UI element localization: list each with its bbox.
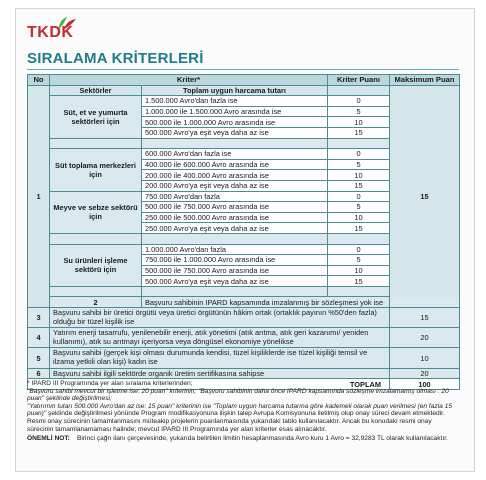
- subheader-sektorler: Sektörler: [50, 85, 142, 96]
- threshold-text: 250.000 ile 500.000 Avro arasında ise: [142, 212, 328, 223]
- threshold-score: 10: [328, 170, 390, 181]
- threshold-score: 0: [328, 96, 390, 107]
- row-no: 4: [28, 328, 50, 348]
- threshold-text: 500.000 ile 750.000 Avro arasında ise: [142, 202, 328, 213]
- criterion-text: Başvuru sahibi (gerçek kişi olması durumunda kendisi, tüzel kişiliklerde ise tüzel kişiliği temsil ve ilzama yetkili olan kişi) kadın ise: [50, 348, 390, 368]
- threshold-score: 15: [328, 223, 390, 234]
- subheader-harcama: Toplam uygun harcama tutarı: [142, 85, 328, 96]
- important-note: [27, 435, 459, 443]
- row-no-1: 1: [28, 85, 50, 307]
- threshold-score: 0: [328, 149, 390, 160]
- threshold-score: 15: [328, 127, 390, 138]
- row-no: 5: [28, 348, 50, 368]
- threshold-text: 750.000 ile 1.000.000 Avro arasında ise: [142, 255, 328, 266]
- threshold-text: 1.000.000 ile 1.500.000 Avro arasında ise: [142, 106, 328, 117]
- sector-name: Süt, et ve yumurta sektörleri için: [50, 96, 142, 138]
- threshold-text: 500.000 Avro'ya eşit veya daha az ise: [142, 127, 328, 138]
- threshold-score: 5: [328, 255, 390, 266]
- threshold-text: 500.000 ile 750.000 Avro arasında ise: [142, 265, 328, 276]
- threshold-text: 600.000 Avro'dan fazla ise: [142, 149, 328, 160]
- sector-name: Süt toplama merkezleri için: [50, 149, 142, 191]
- criterion-text: Başvuru sahibi ilgili sektörde organik üretim sertifikasına sahipse: [50, 368, 390, 379]
- threshold-text: 200.000 Avro'ya eşit veya daha az ise: [142, 180, 328, 191]
- important-note-text: Birinci çağrı ilanı çerçevesinde, yukarıda belirtilen limitin hesaplanmasında Avro kuru 1 Avro = 32,9283 TL olarak kullanılacaktır.: [77, 435, 448, 443]
- note-change-2-quote: "Yatırımın tutarı 500.000 Avro'dan az ise: 15 puan" kriterinin ise "Toplam uygun harcama tutarına göre kademeli olarak puan verilmesi (en fazla 15 puan)": [27, 402, 453, 418]
- threshold-score: 5: [328, 106, 390, 117]
- header-kriter: Kriter*: [50, 75, 328, 86]
- row1-max-score: 15: [390, 85, 460, 307]
- threshold-score: 0: [328, 191, 390, 202]
- sector-name: Meyve ve sebze sektörü için: [50, 191, 142, 233]
- criterion-text: Başvuru sahibinin IPARD kapsamında imzalanmış bir sözleşmesi yok ise: [142, 297, 460, 308]
- threshold-text: 250.000 Avro'ya eşit veya daha az ise: [142, 223, 328, 234]
- threshold-score: 15: [328, 276, 390, 287]
- threshold-text: 500.000 ile 1.000.000 Avro arasında ise: [142, 117, 328, 128]
- row-no: 3: [28, 308, 50, 328]
- header-maksimum-puan: Maksimum Puan: [390, 75, 460, 86]
- total-label: TOPLAM: [28, 379, 390, 390]
- note-intro: * IPARD III Programında yer alan sıralama kriterlerinden;: [27, 380, 193, 387]
- logo-text: TKDK: [27, 24, 74, 41]
- threshold-text: 750.000 Avro'dan fazla: [142, 191, 328, 202]
- criterion-score: 20: [390, 368, 460, 379]
- important-note-label: ÖNEMLİ NOT:: [27, 435, 70, 443]
- total-value: 100: [390, 379, 460, 390]
- row-no: 2: [50, 297, 142, 308]
- threshold-score: 5: [328, 202, 390, 213]
- threshold-score: 5: [328, 159, 390, 170]
- threshold-score: 10: [328, 212, 390, 223]
- note-change-2: [27, 403, 459, 433]
- criterion-score: 10: [390, 348, 460, 368]
- threshold-score: 10: [328, 117, 390, 128]
- header-no: No: [28, 75, 50, 86]
- threshold-score: 10: [328, 265, 390, 276]
- threshold-text: 400.000 ile 600.000 Avro arasında ise: [142, 159, 328, 170]
- threshold-text: 200.000 ile 400.000 Avro arasında ise: [142, 170, 328, 181]
- title-divider: [27, 69, 459, 70]
- threshold-text: 500.000 Avro'ya eşit veya daha az ise: [142, 276, 328, 287]
- criterion-text: Başvuru sahibi bir üretici örgütü veya üretici örgütünün hâkim ortak (ortaklık payının %50'den fazla) olduğu bir tüzel kişilik ise: [50, 308, 390, 328]
- criteria-table: [27, 74, 460, 390]
- footnotes: [27, 380, 459, 443]
- header-kriter-puani: Kriter Puanı: [328, 75, 390, 86]
- page-title: SIRALAMA KRİTERLERİ: [27, 50, 204, 67]
- sector-name: Su ürünleri işleme sektörü için: [50, 244, 142, 286]
- threshold-score: 0: [328, 244, 390, 255]
- threshold-score: 15: [328, 180, 390, 191]
- threshold-text: 1.000.000 Avro'dan fazla: [142, 244, 328, 255]
- note-change-1: "Başvuru sahibi mevcut bir işletme ise: 20 puan" kriterinin; "Başvuru sahibinin daha önce IPARD kapsamında sözleşme imzalamamış olması : 20 puan" şeklinde değiştirilmesi;: [27, 387, 449, 403]
- criterion-score: 15: [390, 308, 460, 328]
- threshold-text: 1.500.000 Avro'dan fazla ise: [142, 96, 328, 107]
- row-no: 6: [28, 368, 50, 379]
- criterion-text: Yatırım enerji tasarrufu, yenilenebilir enerji, atık yönetimi (atık arıtma, atık geri kazanımı/ yeniden kullanımı), atık su arıtmayı içeriyorsa veya döngüsel ekonomiye yönelikse: [50, 328, 390, 348]
- criterion-score: 20: [390, 328, 460, 348]
- note-change-2-text: şeklinde değiştirilmesi yönünde Program modifikasyonuna ilişkin talep Avrupa Komisyonuna iletilmiş olup onay süreci devam etmektedir. Resmi onay sürecinin tamamlanmasını müteakip projelerin puanlanmasında yukarıdaki tablo kullanılacaktır. Ancak bu konudaki resmi onay sürecinin tamamlanamaması halinde; mevcut IPARD III Programında yer alan kriterler esas alınacaktır.: [27, 410, 445, 433]
